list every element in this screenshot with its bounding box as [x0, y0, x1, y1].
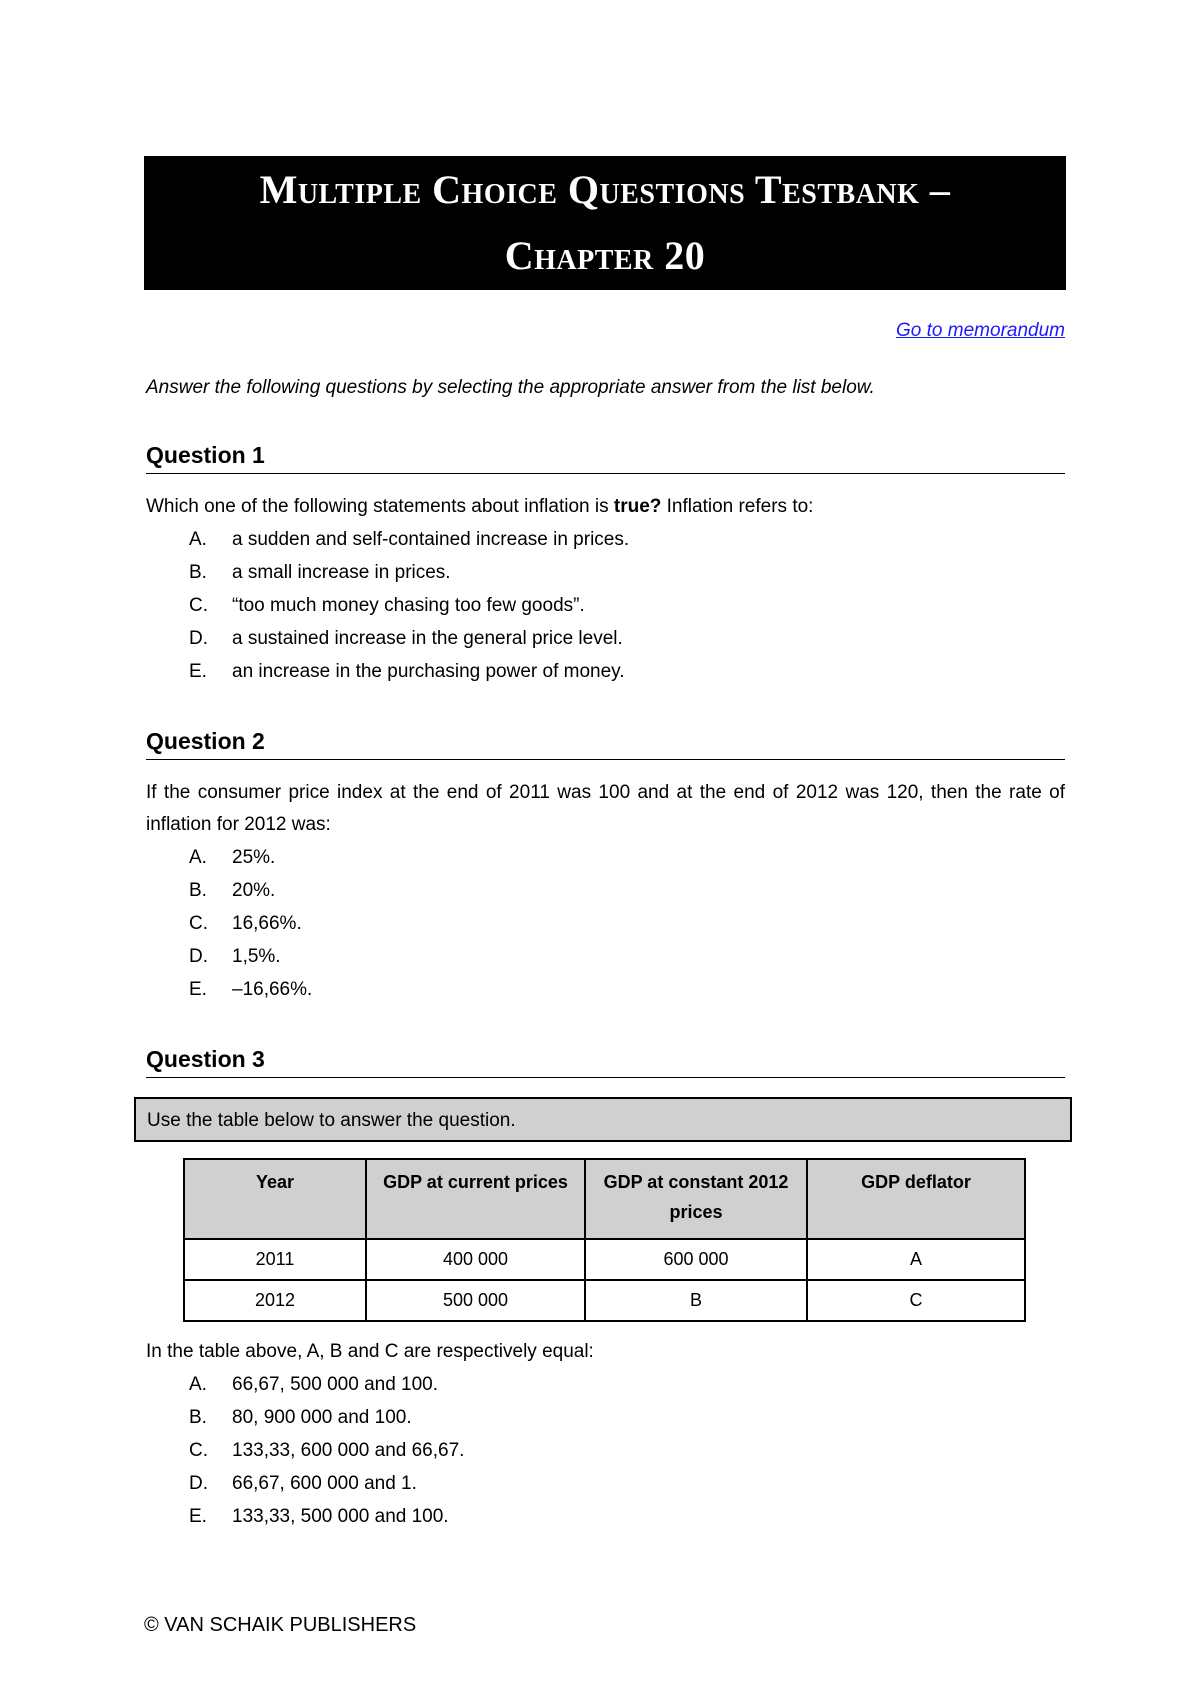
table-row: [184, 1280, 1025, 1321]
option-text: 80, 900 000 and 100.: [232, 1407, 412, 1428]
instructions-text: Answer the following questions by selecting the appropriate answer from the list below.: [146, 377, 875, 398]
option-item[interactable]: [146, 1401, 1046, 1434]
column-header: GDP deflator: [807, 1159, 1025, 1239]
question-1-text-emphasis: true?: [613, 496, 662, 517]
option-letter: D.: [189, 628, 208, 649]
option-text: 133,33, 600 000 and 66,67.: [232, 1440, 465, 1461]
question-2-heading: Question 2: [146, 728, 1065, 760]
option-text: an increase in the purchasing power of money.: [232, 661, 625, 682]
question-1-text: [146, 491, 1065, 523]
table-cell: B: [585, 1280, 807, 1321]
footer-copyright: © VAN SCHAIK PUBLISHERS: [144, 1614, 417, 1636]
option-item[interactable]: [146, 1434, 1046, 1467]
option-item[interactable]: [146, 874, 1046, 907]
question-2-options: [146, 841, 1046, 1006]
option-letter: B.: [189, 880, 207, 901]
option-letter: B.: [189, 562, 207, 583]
option-item[interactable]: [146, 622, 1046, 655]
table-instruction-box: Use the table below to answer the question.: [134, 1097, 1072, 1142]
column-header: GDP at constant 2012 prices: [585, 1159, 807, 1239]
question-1-text-start: Which one of the following statements about inflation is: [146, 496, 614, 517]
memorandum-link[interactable]: Go to memorandum: [896, 320, 1065, 341]
question-2-text: If the consumer price index at the end of 2011 was 100 and at the end of 2012 was 120, then the rate of inflation for 2012 was:: [146, 782, 1065, 835]
column-header: Year: [184, 1159, 366, 1239]
option-letter: C.: [189, 595, 208, 616]
table-header-row: [184, 1159, 1025, 1239]
option-letter: E.: [189, 1506, 207, 1527]
option-text: 66,67, 500 000 and 100.: [232, 1374, 439, 1395]
table-cell: 2012: [184, 1280, 366, 1321]
option-item[interactable]: [146, 589, 1046, 622]
option-letter: E.: [189, 979, 207, 1000]
table-cell: 600 000: [585, 1239, 807, 1280]
option-item[interactable]: [146, 655, 1046, 688]
option-item[interactable]: [146, 907, 1046, 940]
option-item[interactable]: [146, 523, 1046, 556]
question-3-heading: Question 3: [146, 1046, 1065, 1078]
option-text: 25%.: [232, 847, 276, 868]
table-cell: 500 000: [366, 1280, 585, 1321]
option-text: a small increase in prices.: [232, 562, 451, 583]
option-text: 66,67, 600 000 and 1.: [232, 1473, 417, 1494]
option-text: “too much money chasing too few goods”.: [232, 595, 585, 616]
table-cell: 400 000: [366, 1239, 585, 1280]
title-line-2: Chapter 20: [504, 233, 706, 278]
option-letter: E.: [189, 661, 207, 682]
option-text: a sustained increase in the general price level.: [232, 628, 623, 649]
option-item[interactable]: [146, 1500, 1046, 1533]
option-item[interactable]: [146, 940, 1046, 973]
table-cell: C: [807, 1280, 1025, 1321]
table-cell: A: [807, 1239, 1025, 1280]
option-text: a sudden and self-contained increase in prices.: [232, 529, 630, 550]
table-cell: 2011: [184, 1239, 366, 1280]
question-1-text-end: Inflation refers to:: [661, 496, 814, 517]
option-item[interactable]: [146, 1467, 1046, 1500]
option-text: 20%.: [232, 880, 276, 901]
option-text: 1,5%.: [232, 946, 281, 967]
question-1-options: [146, 523, 1046, 688]
option-text: 16,66%.: [232, 913, 302, 934]
option-text: –16,66%.: [232, 979, 313, 1000]
option-letter: A.: [189, 1374, 207, 1395]
option-item[interactable]: [146, 1368, 1046, 1401]
option-letter: D.: [189, 946, 208, 967]
option-item[interactable]: [146, 841, 1046, 874]
column-header: GDP at current prices: [366, 1159, 585, 1239]
question-3-text: In the table above, A, B and C are respectively equal:: [146, 1341, 594, 1362]
option-letter: A.: [189, 529, 207, 550]
option-letter: C.: [189, 1440, 208, 1461]
gdp-table: [183, 1158, 1026, 1322]
table-row: [184, 1239, 1025, 1280]
option-item[interactable]: [146, 556, 1046, 589]
option-letter: A.: [189, 847, 207, 868]
question-3-options: [146, 1368, 1046, 1533]
option-text: 133,33, 500 000 and 100.: [232, 1506, 449, 1527]
option-item[interactable]: [146, 973, 1046, 1006]
title-banner: [144, 156, 1066, 290]
title-line-1: Multiple Choice Questions Testbank –: [259, 167, 951, 212]
option-letter: C.: [189, 913, 208, 934]
question-1-heading: Question 1: [146, 442, 1065, 474]
option-letter: D.: [189, 1473, 208, 1494]
option-letter: B.: [189, 1407, 207, 1428]
